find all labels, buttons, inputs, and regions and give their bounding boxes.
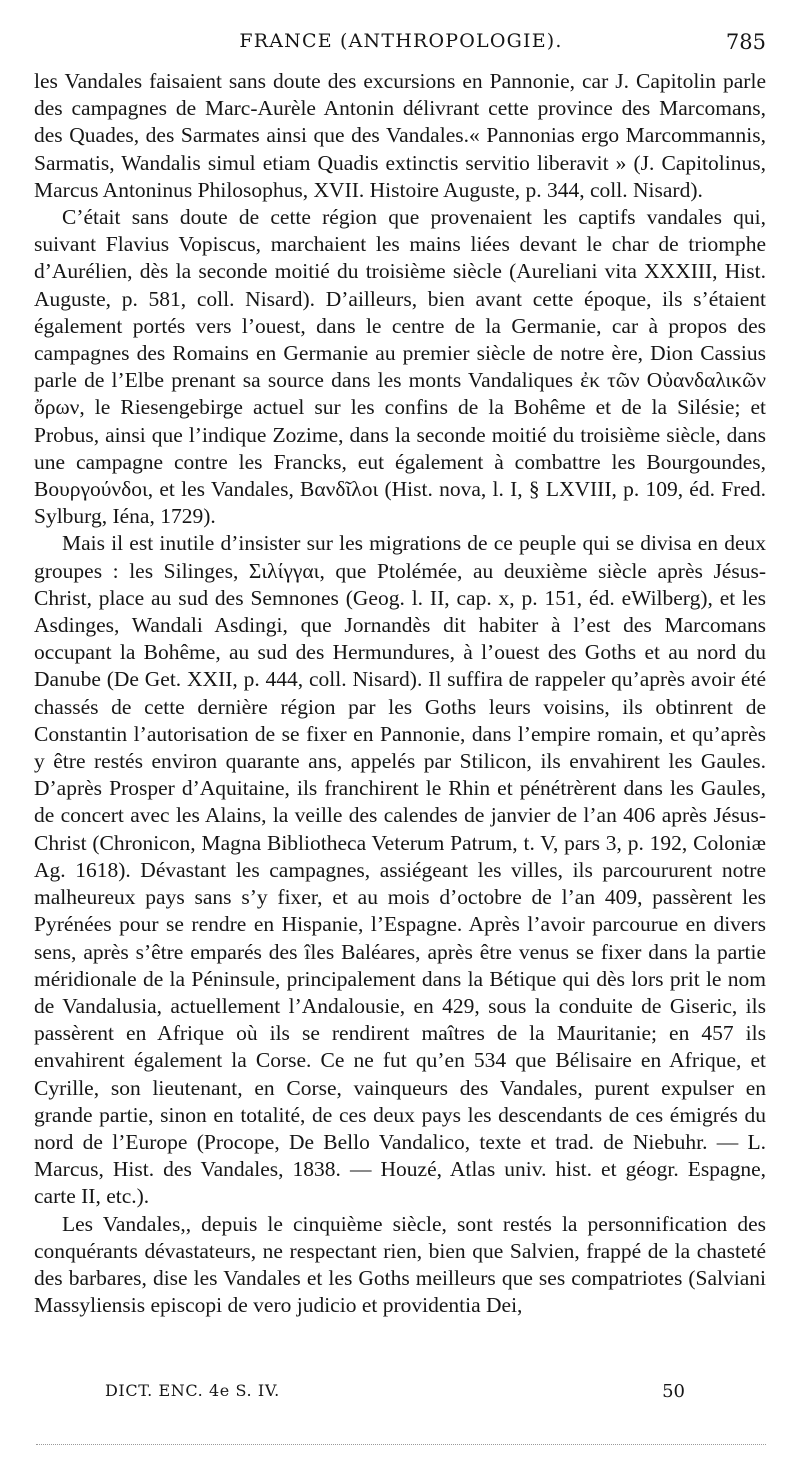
paragraph-1: les Vandales faisaient sans doute des excursions en Pannonie, car J. Capitolin parle des campagnes de Marc-Aurèle Antonin délivrant cette province des Marcomans, des Quades, des Sarmates ainsi que des Vandales.« Pannonias ergo Marcommannis, Sarmatis, Wandalis simul etiam Quadis extinctis servitio liberavit » (J. Capitolinus, Marcus Antoninus Philosophus, XVII. Histoire Auguste, p. 344, coll. Nisard). (34, 69, 766, 202)
running-head (36, 30, 766, 58)
running-title: FRANCE (ANTHROPOLOGIE). (239, 30, 563, 52)
paragraph-4: Les Vandales,, depuis le cinquième siècle, sont restés la personnification des conquérants dévastateurs, ne respectant rien, bien que Salvien, frappé de la chasteté des barbares, dise les Vandales et les Goths meilleurs que ses compatriotes (Salviani Massyliensis episcopi de vero judicio et providentia Dei, (34, 1211, 766, 1318)
body-text (34, 68, 766, 1319)
bottom-divider (36, 1444, 766, 1445)
page-number: 785 (725, 30, 766, 54)
paragraph-3: Mais il est inutile d’insister sur les migrations de ce peuple qui se divisa en deux groupes : les Silinges, Σιλίγγαι, que Ptolémée, au deuxième siècle après Jésus-Christ, place au sud des Semnones (Geog. l. II, cap. x, p. 151, éd. eWilberg), et les Asdinges, Wandali Asdingi, que Jornandès dit habiter à l’est des Marcomans occupant la Bohême, au sud des Hermundures, à l’ouest des Goths et au nord du Danube (De Get. XXII, p. 444, coll. Nisard). Il suffira de rappeler qu’après avoir été chassés de cette dernière région par les Goths leurs voisins, ils obtinrent de Constantin l’autorisation de se fixer en Pannonie, dans l’empire romain, et qu’après y être restés environ quarante ans, appelés par Stilicon, ils envahirent les Gaules. D’après Prosper d’Aquitaine, ils franchirent le Rhin et pénétrèrent dans les Gaules, de concert avec les Alains, la veille des calendes de janvier de l’an 406 après Jésus-Christ (Chronicon, Magna Bibliotheca Veterum Patrum, t. V, pars 3, p. 192, Coloniæ Ag. 1618). Dévastant les campagnes, assiégeant les villes, ils parcoururent notre malheureux pays sans s’y fixer, et au mois d’octobre de l’an 409, passèrent les Pyrénées pour se rendre en Hispanie, l’Espagne. Après l’avoir parcourue en divers sens, après s’être emparés des îles Baléares, après être venus se fixer dans la partie méridionale de la Péninsule, principalement dans la Bétique qui dès lors prit le nom de Vandalusia, actuellement l’Andalousie, en 429, sous la conduite de Giseric, ils passèrent en Afrique où ils se rendirent maîtres de la Mauritanie; en 457 ils envahirent également la Corse. Ce ne fut qu’en 534 que Bélisaire en Afrique, et Cyrille, son lieutenant, en Corse, vainqueurs des Vandales, purent expulser en grande partie, sinon en totalité, de ces deux pays les descendants de ces émigrés du nord de l’Europe (Procope, De Bello Vandalico, texte et trad. de Niebuhr. — L. Marcus, Hist. des Vandales, 1838. — Houzé, Atlas univ. hist. et géogr. Espagne, carte II, etc.). (34, 531, 766, 1209)
sheet-number: 50 (662, 1381, 685, 1402)
signature-mark: DICT. ENC. 4e S. IV. (105, 1381, 280, 1400)
footer (105, 1381, 685, 1407)
paragraph-2: C’était sans doute de cette région que provenaient les captifs vandales qui, suivant Flavius Vopiscus, marchaient les mains liées devant le char de triomphe d’Aurélien, dès la seconde moitié du troisième siècle (Aureliani vita XXXIII, Hist. Auguste, p. 581, coll. Nisard). D’ailleurs, bien avant cette époque, ils s’étaient également portés vers l’ouest, dans le centre de la Germanie, car à propos des campagnes des Romains en Germanie au premier siècle de notre ère, Dion Cassius parle de l’Elbe prenant sa source dans les monts Vandaliques ἐκ τῶν Οὐανδαλικῶν ὄρων, le Riesengebirge actuel sur les confins de la Bohême et de la Silésie; et Probus, ainsi que l’indique Zozime, dans la seconde moitié du troisième siècle, dans une campagne contre les Francks, eut également à combattre les Bourgoundes, Βουργούνδοι, et les Vandales, Βανδῖλοι (Hist. nova, l. I, § LXVIII, p. 109, éd. Fred. Sylburg, Iéna, 1729). (34, 205, 766, 529)
